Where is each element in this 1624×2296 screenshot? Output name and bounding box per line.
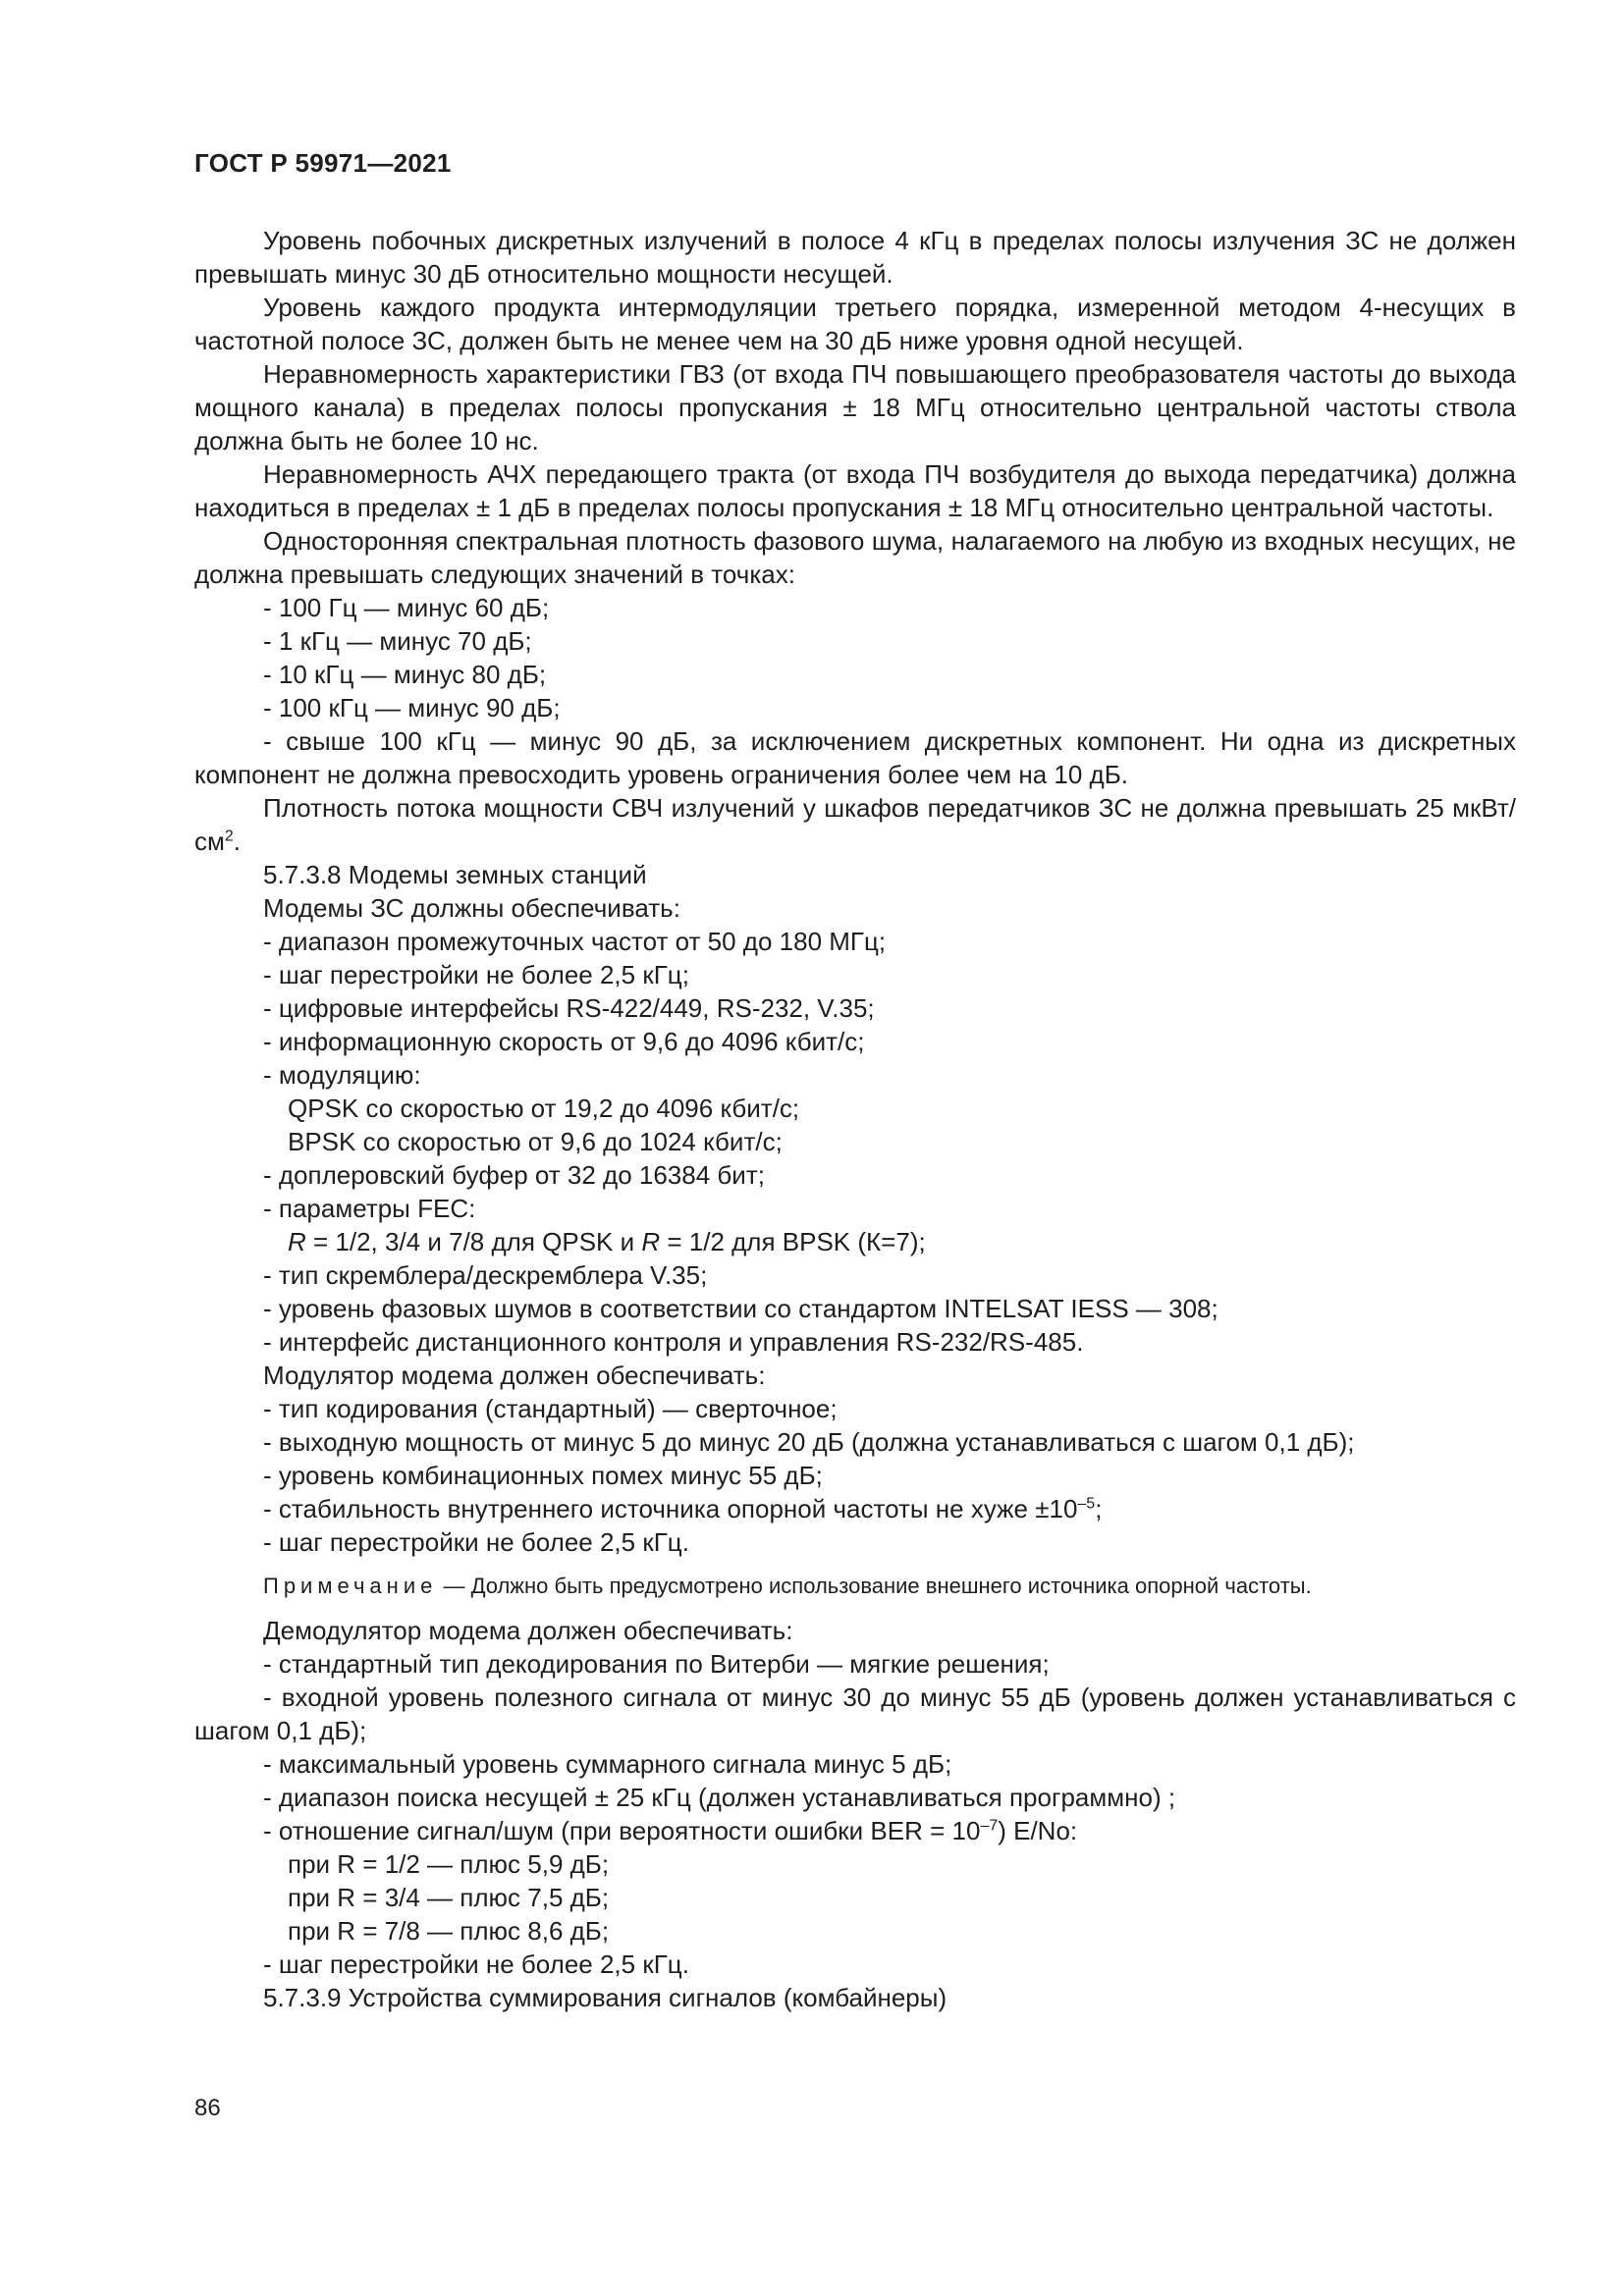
paragraph-spurious-emission: Уровень побочных дискретных излучений в полосе 4 кГц в пределах полосы излучения ЗС не должен превышать минус 30 дБ относительно мощности несущей. — [194, 226, 1516, 289]
stability-end: ; — [1095, 1494, 1103, 1523]
fec-text-2: = 1/2 для BPSK (К=7); — [660, 1227, 926, 1256]
list-item: - максимальный уровень суммарного сигнала минус 5 дБ; — [263, 1749, 952, 1779]
list-item: - шаг перестройки не более 2,5 кГц. — [263, 1949, 689, 1979]
paragraph-phase-noise: Односторонняя спектральная плотность фазового шума, налагаемого на любую из входных несущих, не должна превышать следующих значений в точках: — [194, 526, 1516, 589]
list-item-snr — [194, 1814, 1516, 1847]
document-code-header: ГОСТ Р 59971—2021 — [194, 148, 452, 178]
stability-text: - стабильность внутреннего источника опорной частоты не хуже ±10 — [263, 1494, 1078, 1523]
paragraph-frequency-response: Неравномерность АЧХ передающего тракта (от входа ПЧ возбудителя до выхода передатчика) должна находиться в пределах ± 1 дБ в пределах полосы пропускания ± 18 МГц относительно центральной частоты. — [194, 459, 1516, 522]
fec-r-symbol: R — [641, 1227, 661, 1256]
sub-list-item: при R = 3/4 — плюс 7,5 дБ; — [288, 1883, 610, 1912]
snr-end: ) E/No: — [998, 1816, 1078, 1845]
paragraph-group-delay: Неравномерность характеристики ГВЗ (от входа ПЧ повышающего преобразователя частоты до выхода мощного канала) в пределах полосы пропускания ± 18 МГц относительно центральной частоты ствола должна быть не более 10 нс. — [194, 359, 1516, 455]
power-flux-end: . — [233, 827, 242, 856]
list-item-stability — [194, 1492, 1516, 1525]
modem-intro: Модемы ЗС должны обеспечивать: — [263, 893, 680, 923]
fec-text-1: = 1/2, 3/4 и 7/8 для QPSK и — [305, 1227, 642, 1256]
snr-exponent: –7 — [980, 1817, 999, 1835]
list-item: - интерфейс дистанционного контроля и управления RS-232/RS-485. — [263, 1327, 1084, 1357]
paragraph-power-flux — [194, 791, 1516, 858]
list-item: - свыше 100 кГц — минус 90 дБ, за исключением дискретных компонент. Ни одна из дискретных компонент не должна превосходить уровень ограничения более чем на 10 дБ. — [194, 726, 1516, 789]
list-item: - доплеровский буфер от 32 до 16384 бит; — [263, 1160, 765, 1190]
sub-list-item: при R = 1/2 — плюс 5,9 дБ; — [288, 1849, 610, 1879]
list-item: - информационную скорость от 9,6 до 4096 кбит/с; — [263, 1027, 865, 1056]
list-item: - 10 кГц — минус 80 дБ; — [263, 660, 547, 689]
section-heading-5-7-3-8: 5.7.3.8 Модемы земных станций — [263, 860, 647, 889]
sub-list-item: QPSK со скоростью от 19,2 до 4096 кбит/с; — [288, 1094, 800, 1123]
stability-exponent: –5 — [1077, 1495, 1096, 1513]
modulator-intro: Модулятор модема должен обеспечивать: — [263, 1361, 766, 1390]
list-item: - входной уровень полезного сигнала от минус 30 до минус 55 дБ (уровень должен устанавливаться с шагом 0,1 дБ); — [194, 1682, 1516, 1745]
list-item: - модуляцию: — [263, 1060, 421, 1090]
list-item: - уровень комбинационных помех минус 55 дБ; — [263, 1461, 823, 1490]
note — [263, 1572, 1516, 1601]
power-flux-superscript: 2 — [224, 828, 234, 845]
list-item: - диапазон промежуточных частот от 50 до 180 МГц; — [263, 927, 887, 956]
list-item: - выходную мощность от минус 5 до минус 20 дБ (должна устанавливаться с шагом 0,1 дБ); — [263, 1427, 1355, 1457]
list-item: - уровень фазовых шумов в соответствии со стандартом INTELSAT IESS — 308; — [263, 1294, 1218, 1323]
list-item: - 100 Гц — минус 60 дБ; — [263, 593, 550, 622]
note-label: Примечание — [263, 1574, 438, 1598]
demodulator-intro: Демодулятор модема должен обеспечивать: — [263, 1616, 793, 1645]
list-item: - 100 кГц — минус 90 дБ; — [263, 693, 561, 722]
section-heading-5-7-3-9: 5.7.3.9 Устройства суммирования сигналов (комбайнеры) — [263, 1983, 947, 2012]
list-item: - параметры FEC: — [263, 1194, 476, 1223]
list-item: - тип кодирования (стандартный) — сверточное; — [263, 1394, 838, 1423]
list-item: - шаг перестройки не более 2,5 кГц. — [263, 1527, 689, 1557]
list-item: - цифровые интерфейсы RS-422/449, RS-232, V.35; — [263, 993, 875, 1023]
snr-text: - отношение сигнал/шум (при вероятности ошибки BER = 10 — [263, 1816, 981, 1845]
sub-list-item: при R = 7/8 — плюс 8,6 дБ; — [288, 1916, 610, 1946]
body-text — [194, 224, 1516, 2014]
paragraph-intermodulation: Уровень каждого продукта интермодуляции третьего порядка, измеренной методом 4-несущих в частотной полосе ЗС, должен быть не менее чем на 30 дБ ниже уровня одной несущей. — [194, 293, 1516, 355]
list-item: - диапазон поиска несущей ± 25 кГц (должен устанавливаться программно) ; — [263, 1783, 1176, 1812]
sub-list-item: BPSK со скоростью от 9,6 до 1024 кбит/с; — [288, 1127, 783, 1156]
power-flux-text: Плотность потока мощности СВЧ излучений у шкафов передатчиков ЗС не должна превышать 25 мкВт/см — [194, 793, 1516, 856]
list-item: - 1 кГц — минус 70 дБ; — [263, 626, 532, 656]
note-text: — Должно быть предусмотрено использование внешнего источника опорной частоты. — [437, 1574, 1312, 1598]
list-item: - тип скремблера/дескремблера V.35; — [263, 1260, 708, 1290]
page-number: 86 — [194, 2095, 221, 2121]
list-item: - стандартный тип декодирования по Витерби — мягкие решения; — [263, 1649, 1050, 1679]
fec-r-symbol: R — [288, 1227, 306, 1256]
list-item: - шаг перестройки не более 2,5 кГц; — [263, 960, 689, 989]
fec-rates — [194, 1225, 1516, 1258]
